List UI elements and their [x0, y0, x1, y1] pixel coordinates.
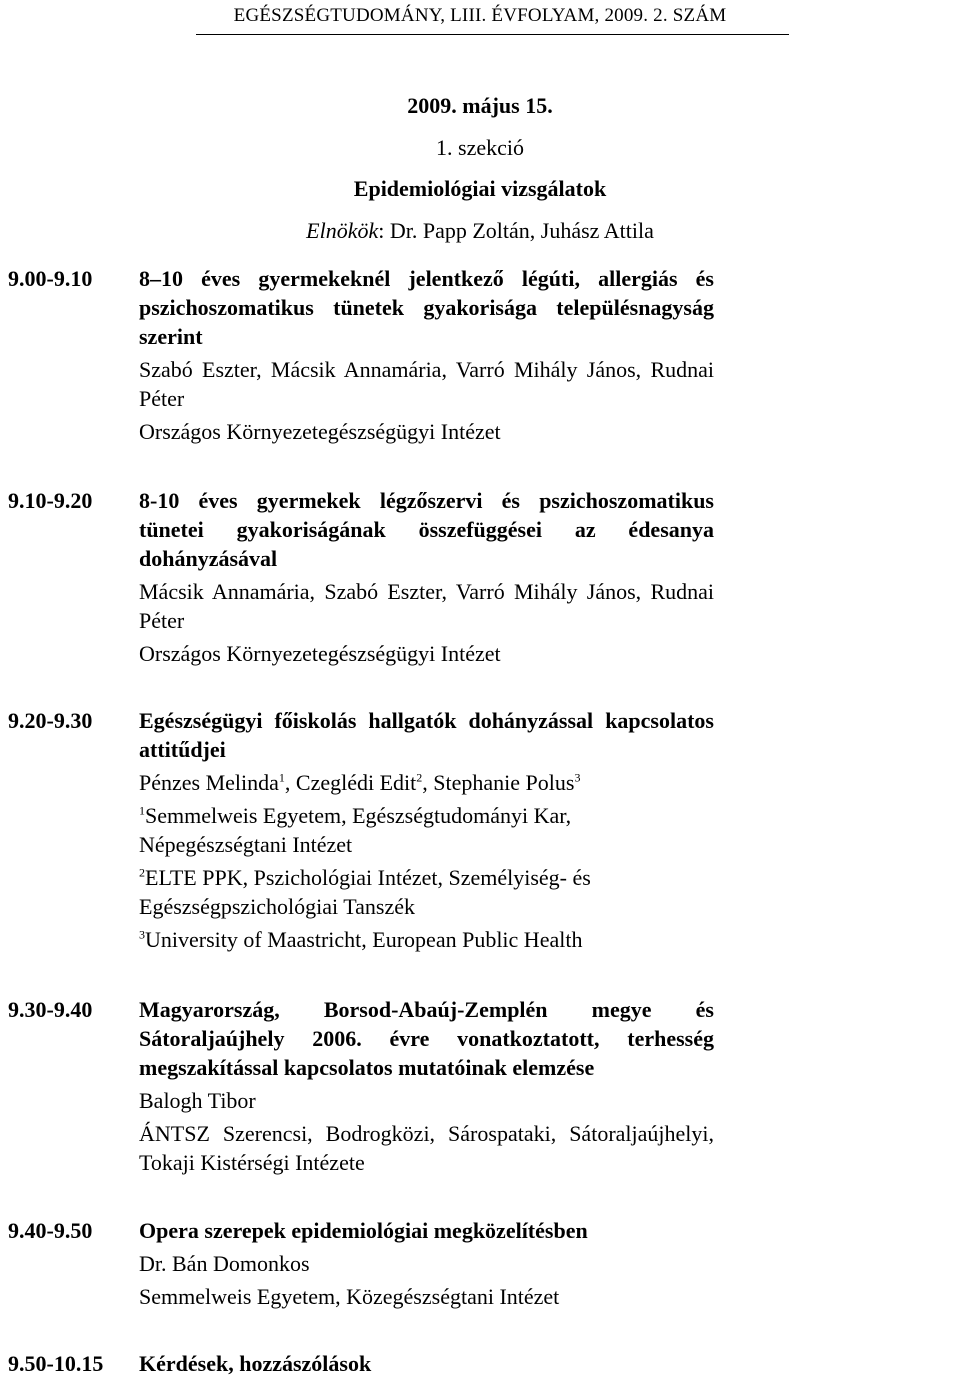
affiliation-mark: 3	[574, 770, 581, 785]
item-time: 9.10-9.20	[8, 488, 93, 513]
journal-header: EGÉSZSÉGTUDOMÁNY, LIII. ÉVFOLYAM, 2009. 2. SZÁM	[233, 5, 727, 26]
section-title: Epidemiológiai vizsgálatok	[353, 176, 607, 201]
item-institution: Semmelweis Egyetem, Közegészségtani Intézet	[139, 1284, 560, 1309]
affiliation-mark: 3	[139, 927, 145, 942]
item-title: Kérdések, hozzászólások	[139, 1351, 372, 1376]
item-authors: Szabó Eszter, Mácsik Annamária, Varró Mihály János, Rudnai Péter	[139, 357, 714, 411]
affiliation	[139, 863, 714, 921]
session-date: 2009. május 15.	[407, 93, 553, 118]
item-title: 8–10 éves gyermekeknél jelentkező légúti, allergiás és pszichoszomatikus tünetek gyakorisága településnagyság szerint	[139, 266, 714, 349]
item-title: Magyarország, Borsod-Abaúj-Zemplén megye és Sátoraljaújhely 2006. évre vonatkoztatott, terhesség megszakítással kapcsolatos mutatóinak elemzése	[139, 997, 714, 1080]
item-time: 9.30-9.40	[8, 997, 93, 1022]
header-divider	[196, 34, 789, 35]
item-time: 9.40-9.50	[8, 1218, 93, 1243]
chairs-names: : Dr. Papp Zoltán, Juhász Attila	[378, 218, 654, 243]
item-content	[139, 486, 714, 668]
item-time: 9.20-9.30	[8, 708, 93, 733]
affiliation	[139, 925, 714, 954]
section-number: 1. szekció	[436, 135, 524, 160]
author-name: , Stephanie Polus	[422, 770, 575, 795]
item-institution: Országos Környezetegészségügyi Intézet	[139, 641, 501, 666]
item-content	[139, 264, 714, 446]
item-content	[139, 706, 714, 954]
item-content	[139, 1216, 714, 1311]
affiliation-text: University of Maastricht, European Public Health	[145, 927, 583, 952]
item-institution: Országos Környezetegészségügyi Intézet	[139, 419, 501, 444]
item-authors: Mácsik Annamária, Szabó Eszter, Varró Mihály János, Rudnai Péter	[139, 579, 714, 633]
item-institution: ÁNTSZ Szerencsi, Bodrogközi, Sárospataki, Sátoraljaújhelyi, Tokaji Kistérségi Intézete	[139, 1121, 714, 1175]
chairs-label: Elnökök	[306, 218, 379, 243]
item-time: 9.00-9.10	[8, 266, 93, 291]
item-authors: Balogh Tibor	[139, 1088, 256, 1113]
affiliation-mark: 1	[139, 803, 145, 818]
item-title: Opera szerepek epidemiológiai megközelítésben	[139, 1218, 588, 1243]
item-title: Egészségügyi főiskolás hallgatók dohányzással kapcsolatos attitűdjei	[139, 708, 714, 762]
author-name: , Czeglédi Edit	[284, 770, 417, 795]
affiliation-text: Semmelweis Egyetem, Egészségtudományi Kar, Népegészségtani Intézet	[139, 803, 572, 857]
item-authors	[139, 768, 714, 797]
affiliation-mark: 1	[278, 770, 285, 785]
item-content	[139, 995, 714, 1177]
item-title: 8-10 éves gyermekek légzőszervi és pszichoszomatikus tünetei gyakoriságának összefüggései az édesanya dohányzásával	[139, 488, 714, 571]
item-content	[139, 1349, 714, 1378]
author-name: Pénzes Melinda	[139, 770, 279, 795]
item-time: 9.50-10.15	[8, 1351, 104, 1376]
affiliation	[139, 801, 714, 859]
chairs-line	[0, 218, 960, 244]
affiliation-mark: 2	[139, 865, 145, 880]
item-authors: Dr. Bán Domonkos	[139, 1251, 310, 1276]
affiliation-mark: 2	[416, 770, 423, 785]
affiliation-text: ELTE PPK, Pszichológiai Intézet, Személyiség- és Egészségpszichológiai Tanszék	[139, 865, 591, 919]
